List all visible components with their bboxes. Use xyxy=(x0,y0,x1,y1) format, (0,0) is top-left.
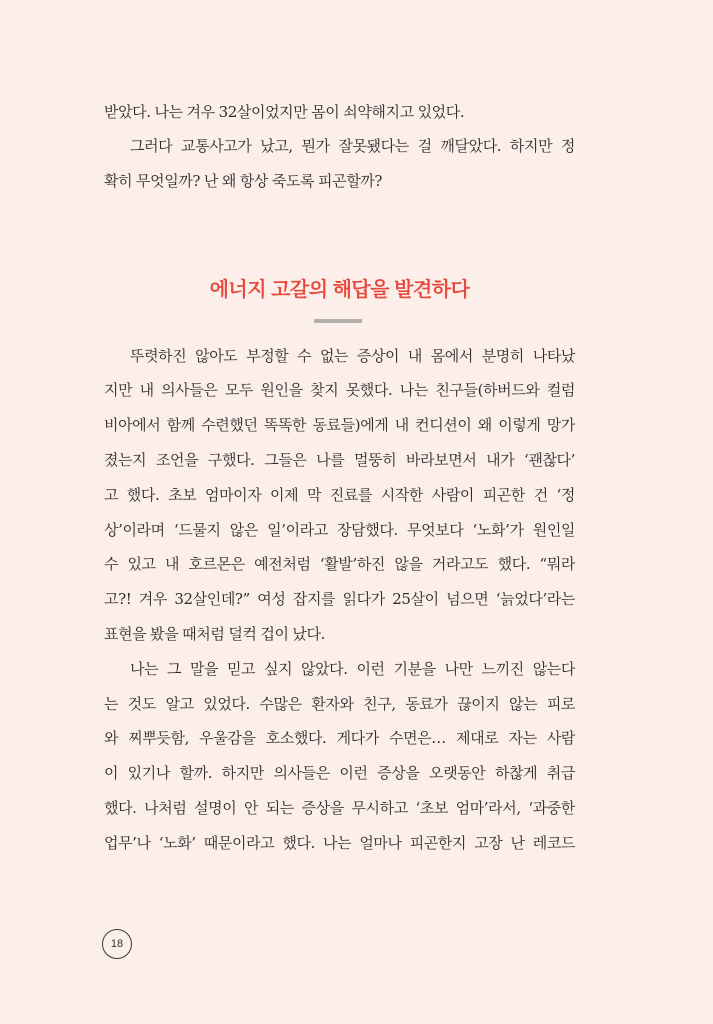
section-body-text xyxy=(104,339,575,861)
text-line: 나는 그 말을 믿고 싶지 않았다. 이런 기분을 나만 느끼진 않는다 xyxy=(130,659,575,678)
text-line: 이 있기나 할까. 하지만 의사들은 이런 증상을 오랫동안 하찮게 취급 xyxy=(104,764,575,783)
text-line: 고 했다. 초보 엄마이자 이제 막 진료를 시작한 사람이 피곤한 건 ‘정 xyxy=(104,485,575,504)
text-line: 받았다. 나는 겨우 32살이었지만 몸이 쇠약해지고 있었다. xyxy=(104,102,465,121)
text-line: 졌는지 조언을 구했다. 그들은 나를 멀뚱히 바라보면서 내가 ‘괜찮다’ xyxy=(104,450,575,469)
paragraph xyxy=(104,652,575,861)
page-number-badge xyxy=(102,929,132,959)
paragraph xyxy=(104,129,575,199)
text-line: 그러다 교통사고가 났고, 뭔가 잘못됐다는 걸 깨달았다. 하지만 정 xyxy=(130,137,575,156)
text-line: 수 있고 내 호르몬은 예전처럼 ‘활발’하진 않을 거라고도 했다. “뭐라 xyxy=(104,555,575,574)
continued-text-block xyxy=(104,95,575,199)
text-line: 확히 무엇일까? 난 왜 항상 죽도록 피곤할까? xyxy=(104,172,383,191)
text-line: 상’이라며 ‘드물지 않은 일’이라고 장담했다. 무엇보다 ‘노화’가 원인일 xyxy=(104,520,575,539)
text-line: 지만 내 의사들은 모두 원인을 찾지 못했다. 나는 친구들(하버드와 컬럼 xyxy=(104,381,575,400)
text-line: 와 찌뿌듯함, 우울감을 호소했다. 게다가 수면은… 제대로 자는 사람 xyxy=(104,729,575,748)
text-line: 는 것도 알고 있었다. 수많은 환자와 친구, 동료가 끊이지 않는 피로 xyxy=(104,694,575,713)
paragraph xyxy=(104,95,575,130)
text-line: 고?! 겨우 32살인데?” 여성 잡지를 읽다가 25살이 넘으면 ‘늙었다’라는 xyxy=(104,590,575,609)
text-line: 뚜렷하진 않아도 부정할 수 없는 증상이 내 몸에서 분명히 나타났 xyxy=(130,346,575,365)
text-line: 표현을 봤을 때처럼 덜컥 겁이 났다. xyxy=(104,624,325,643)
text-line: 비아에서 함께 수련했던 똑똑한 동료들)에게 내 컨디션이 왜 이렇게 망가 xyxy=(104,416,575,435)
section-heading: 에너지 고갈의 해답을 발견하다 xyxy=(209,279,470,301)
text-line: 했다. 나처럼 설명이 안 되는 증상을 무시하고 ‘초보 엄마’라서, ‘과중한 xyxy=(104,798,575,817)
paragraph xyxy=(104,339,575,652)
page-number: 18 xyxy=(110,938,124,950)
heading-divider xyxy=(314,319,362,323)
text-line: 업무’나 ‘노화’ 때문이라고 했다. 나는 얼마나 피곤한지 고장 난 레코드 xyxy=(104,833,575,852)
